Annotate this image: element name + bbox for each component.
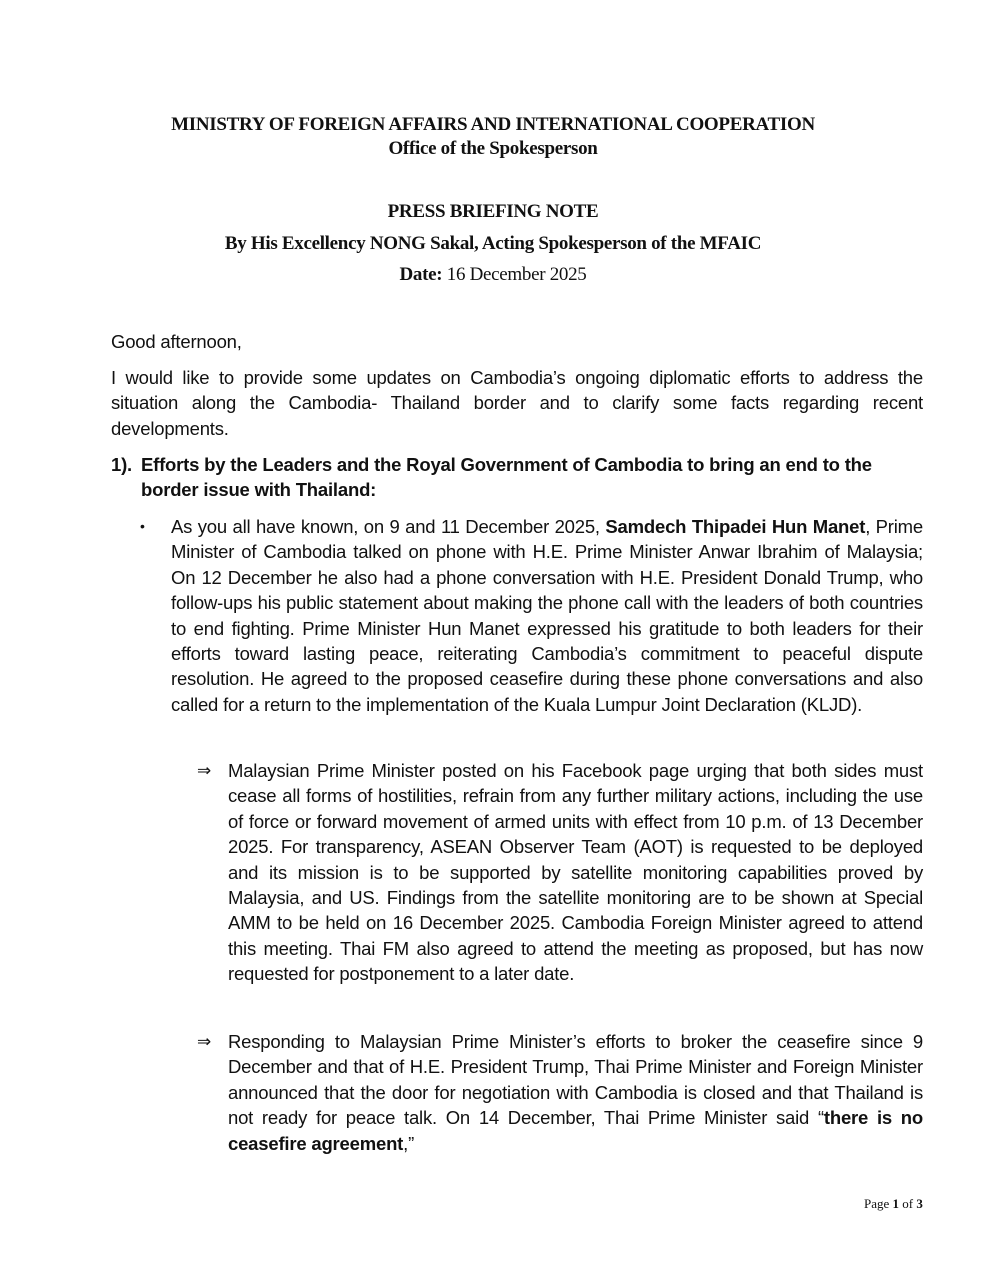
section-heading-text: Efforts by the Leaders and the Royal Government of Cambodia to bring an end to the border issue with Thailand: xyxy=(141,454,872,501)
date-label: Date: xyxy=(399,264,443,285)
bullet-text xyxy=(140,514,923,717)
byline: By His Excellency NONG Sakal, Acting Spokesperson of the MFAIC xyxy=(224,233,762,254)
bullet-text-rest: , Prime Minister of Cambodia talked on phone with H.E. Prime Minister Anwar Ibrahim of Malaysia; On 12 December he also had a phone conversation with H.E. President Donald Trump, who follow-ups his public statement about making the phone call with the leaders of both countries to end fighting. Prime Minister Hun Manet expressed his gratitude to both leaders for their efforts toward lasting peace, reiterating Cambodia’s commitment to peaceful dispute resolution. He agreed to the proposed ceasefire during these phone conversations and also called for a return to the implementation of the Kuala Lumpur Joint Declaration (KLJD). xyxy=(171,516,923,715)
document-date xyxy=(0,264,986,286)
total-pages: 3 xyxy=(916,1196,923,1211)
arrow-item-text-intro: Responding to Malaysian Prime Minister’s efforts to broker the ceasefire since 9 December and that of H.E. President Trump, Thai Prime Minister and Foreign Minister announced that the door for negotiation with Cambodia is closed and that Thailand is not ready for peace talk. On 14 December, Thai Prime Minister said xyxy=(228,1031,923,1129)
page-word: Page xyxy=(864,1196,893,1211)
current-page: 1 xyxy=(892,1196,900,1211)
bullet-bold-name: Samdech Thipadei Hun Manet xyxy=(605,516,866,537)
office-name: Office of the Spokesperson xyxy=(388,138,598,159)
arrow-item-text: Malaysian Prime Minister posted on his Facebook page urging that both sides must cease all forms of hostilities, refrain from any further military actions, including the use of force or forward movement of armed units with effect from 10 p.m. of 13 December 2025. For transparency, ASEAN Observer Team (AOT) is requested to be deployed and its mission is to be supported by satellite monitoring capabilities proved by Malaysia, and US. Findings from the satellite monitoring are to be shown at Special AMM to be held on 16 December 2025. Cambodia Foreign Minister agreed to attend this meeting. Thai FM also agreed to attend the meeting as proposed, but has now requested for postponement to a later date. xyxy=(228,760,923,985)
greeting: Good afternoon, xyxy=(111,331,242,352)
bullet-icon: • xyxy=(140,518,145,534)
right-double-arrow-icon: ⇒ xyxy=(197,1032,212,1051)
quote-close: ,” xyxy=(403,1132,415,1154)
section-heading-1 xyxy=(111,452,923,503)
bullet-item xyxy=(140,514,923,717)
arrow-item-text xyxy=(197,1029,923,1156)
section-number: 1). xyxy=(111,454,132,475)
page-number xyxy=(864,1196,923,1212)
quote-open: “ xyxy=(817,1107,824,1129)
of-word: of xyxy=(899,1196,917,1211)
intro-paragraph: I would like to provide some updates on Cambodia’s ongoing diplomatic efforts to address the situation along the Cambodia- Thailand border and to clarify some facts regarding recent developments. xyxy=(111,367,923,439)
quote-bold-text: there is no ceasefire agreement xyxy=(228,1107,923,1154)
bullet-text-intro: As you all have known, on 9 and 11 December 2025, xyxy=(171,516,606,537)
date-value: 16 December 2025 xyxy=(442,264,587,285)
right-double-arrow-icon: ⇒ xyxy=(197,761,212,780)
arrow-list-item xyxy=(197,1029,923,1156)
document-title: PRESS BRIEFING NOTE xyxy=(387,201,599,222)
ministry-name: MINISTRY OF FOREIGN AFFAIRS AND INTERNATIONAL COOPERATION xyxy=(171,114,815,135)
arrow-list-item xyxy=(197,758,923,987)
